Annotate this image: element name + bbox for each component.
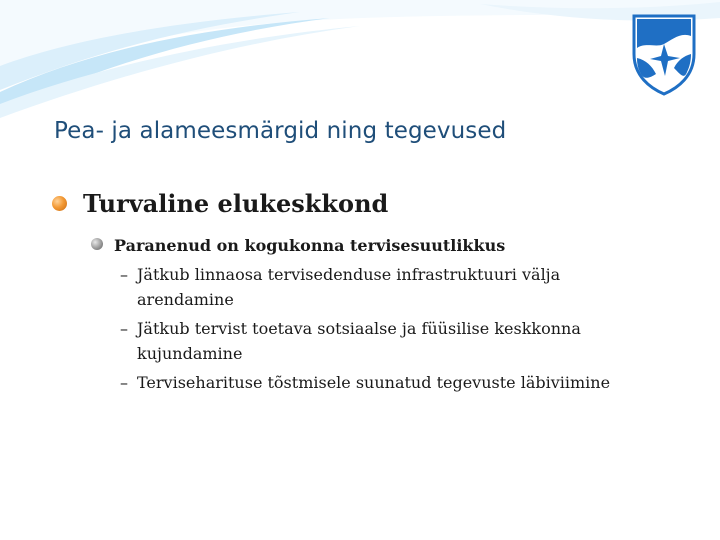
level2-item: Paranenud on kogukonna tervisesuutlikkus <box>114 236 506 255</box>
dash-bullet-icon: – <box>120 265 128 284</box>
coat-of-arms-icon <box>632 14 696 96</box>
level3-item: Terviseharituse tõstmisele suunatud tegevuste läbiviimine <box>137 373 611 392</box>
header-swoosh-graphic <box>0 0 720 120</box>
gray-bullet-icon <box>91 238 103 250</box>
orange-bullet-icon <box>52 196 67 211</box>
dash-bullet-icon: – <box>120 319 128 338</box>
level3-item: Jätkub linnaosa tervisedenduse infrastruktuuri välja arendamine <box>137 265 561 309</box>
level1-heading: Turvaline elukeskkond <box>83 189 389 218</box>
dash-bullet-icon: – <box>120 373 128 392</box>
slide-title: Pea- ja alameesmärgid ning tegevused <box>54 118 507 144</box>
level3-item: Jätkub tervist toetava sotsiaalse ja füüsilise keskkonna kujundamine <box>137 319 581 363</box>
